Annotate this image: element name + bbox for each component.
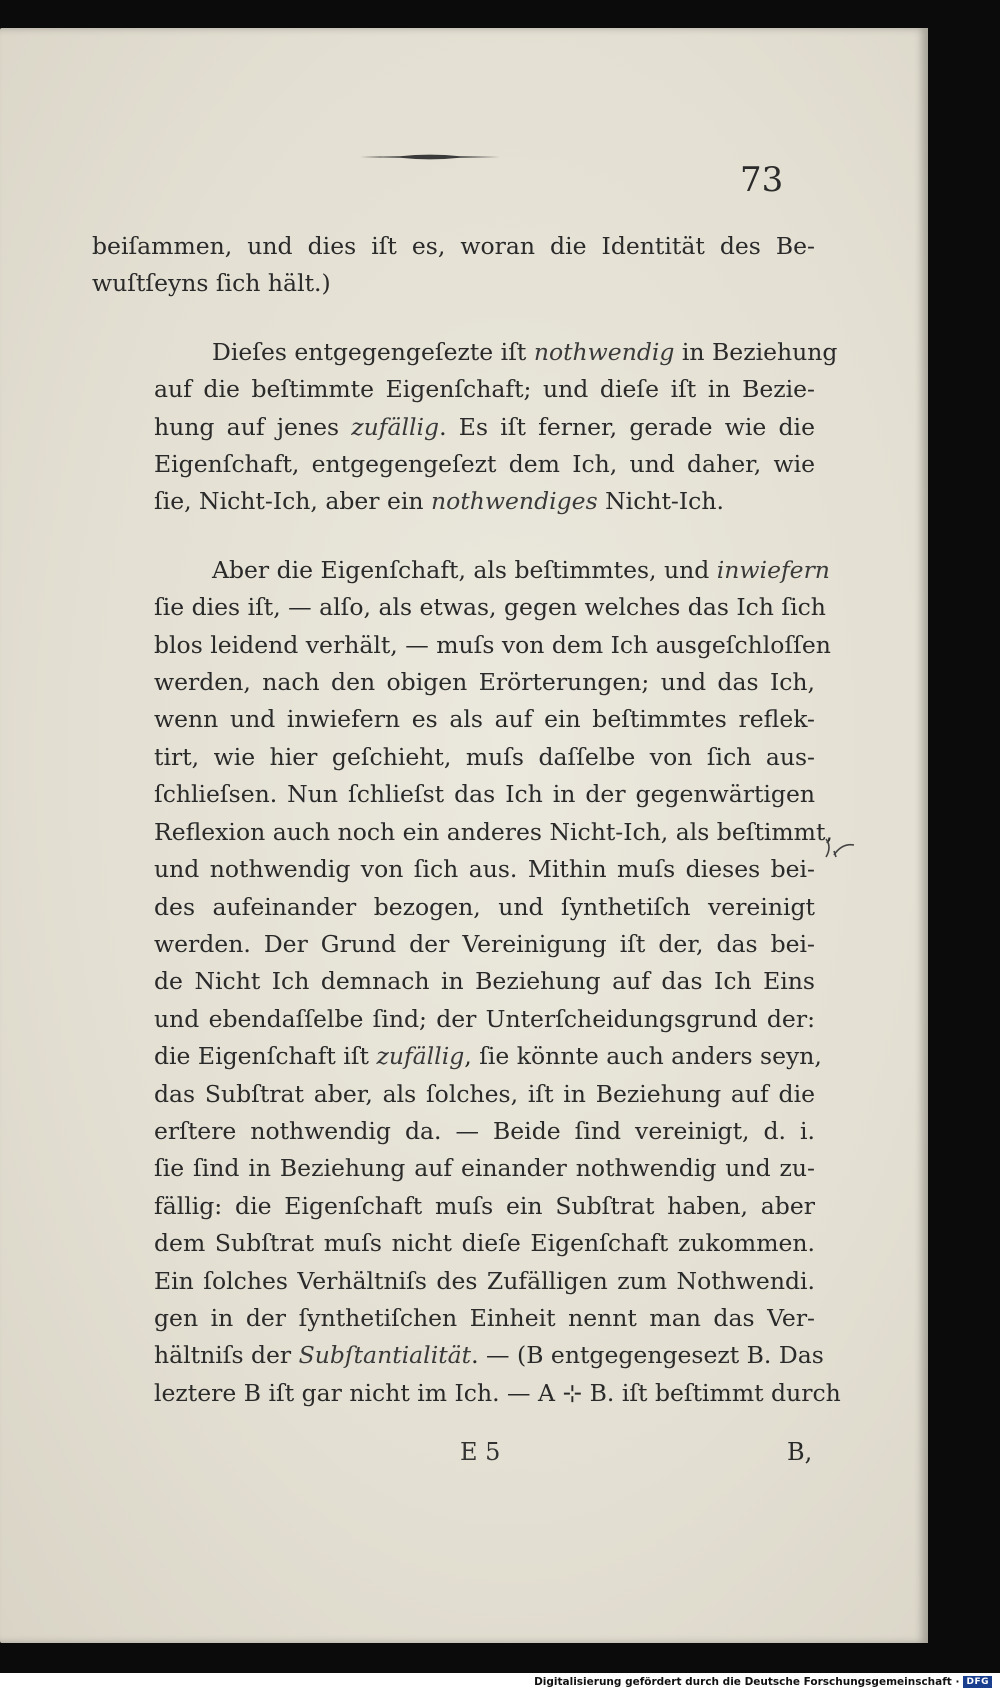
text-segment: leztere B iſt gar nicht im Ich. — A ⊹ B. iſt beſtimmt durch <box>154 1378 841 1407</box>
text-segment: blos leidend verhält, — muſs von dem Ich ausgeſchloſſen <box>154 630 831 659</box>
text-segment: erſtere nothwendig da. — Beide ſind vereinigt, d. i. <box>154 1116 815 1145</box>
text-segment: wuſtſeyns ſich hält.) <box>92 269 331 298</box>
text-segment: Reflexion auch noch ein anderes Nicht-Ich, als beſtimmt, <box>154 817 833 846</box>
text-segment: gen in der ſynthetiſchen Einheit nennt man das Ver- <box>154 1303 815 1332</box>
text-segment: das Subſtrat aber, als ſolches, iſt in Beziehung auf die <box>154 1079 815 1108</box>
page-number: 73 <box>740 160 784 200</box>
text-segment: hältniſs der <box>154 1341 299 1370</box>
text-segment: tirt, wie hier geſchieht, muſs daſſelbe von ſich aus- <box>154 742 815 771</box>
text-segment: wenn und inwiefern es als auf ein beſtimmtes reflek- <box>154 705 815 734</box>
text-line <box>92 664 815 701</box>
text-segment: ſchlieſsen. Nun ſchlieſst das Ich in der gegenwärtigen <box>154 780 815 809</box>
text-line <box>92 334 838 371</box>
credit-text: Digitalisierung gefördert durch die Deutsche Forschungsgemeinschaft · <box>534 1676 960 1688</box>
text-line <box>92 926 815 963</box>
text-line <box>92 1038 822 1075</box>
text-segment: Dieſes entgegengeſezte iſt <box>212 337 534 366</box>
emphasized-text: Subſtantialität <box>298 1341 472 1370</box>
text-line <box>92 1300 815 1337</box>
text-line <box>92 1263 815 1300</box>
text-segment: . — (B entgegengesezt B. Das <box>471 1341 824 1370</box>
text-line <box>92 446 815 483</box>
margin-annotation-icon <box>822 835 858 863</box>
emphasized-text: nothwendiges <box>431 487 598 516</box>
text-line <box>92 814 833 851</box>
text-segment: fällig: die Eigenſchaft muſs ein Subſtrat haben, aber <box>154 1191 815 1220</box>
text-line <box>92 1337 824 1374</box>
text-line <box>92 776 815 813</box>
text-segment: ſie, Nicht-Ich, aber ein <box>154 487 432 516</box>
decorative-rule-icon <box>360 152 500 162</box>
text-line <box>92 228 815 265</box>
text-segment: beiſammen, und dies iſt es, woran die Identität des Be- <box>92 232 815 260</box>
paragraph <box>92 552 841 1412</box>
text-segment: dem Subſtrat muſs nicht dieſe Eigenſchaft zukommen. <box>154 1229 815 1258</box>
text-segment: ſie dies iſt, — alſo, als etwas, gegen welches das Ich ſich <box>154 593 826 622</box>
text-segment: . Es iſt ferner, gerade wie die <box>439 412 815 441</box>
emphasized-text: nothwendig <box>533 337 675 366</box>
text-line <box>92 1113 815 1150</box>
text-line <box>92 739 815 776</box>
text-segment: des aufeinander bezogen, und ſynthetiſch vereinigt <box>154 892 815 921</box>
text-segment: auf die beſtimmte Eigenſchaft; und dieſe iſt in Bezie- <box>154 375 815 404</box>
text-line <box>92 1375 841 1412</box>
text-line <box>92 1225 815 1262</box>
text-line <box>92 1001 815 1038</box>
signature-mark: E 5 <box>460 1438 501 1466</box>
text-segment: Eigenſchaft, entgegengeſezt dem Ich, und daher, wie <box>154 450 815 479</box>
paragraph <box>92 334 838 521</box>
text-line <box>92 889 815 926</box>
emphasized-text: zufällig <box>351 412 440 441</box>
catchword: B, <box>787 1438 813 1466</box>
text-line <box>92 627 831 664</box>
text-segment: Ein ſolches Verhältniſs des Zufälligen zum Nothwendi. <box>154 1266 815 1295</box>
text-line <box>92 701 815 738</box>
text-segment: , ſie könnte auch anders seyn, <box>464 1042 822 1071</box>
text-segment: werden. Der Grund der Vereinigung iſt der, das bei- <box>154 929 815 958</box>
dfg-logo-icon: DFG <box>963 1676 992 1688</box>
text-line <box>92 483 815 520</box>
paragraph <box>92 228 815 303</box>
body-text <box>92 228 841 1412</box>
emphasized-text: zufällig <box>376 1042 465 1071</box>
text-line <box>92 851 815 888</box>
text-line <box>92 409 815 446</box>
text-segment: Aber die Eigenſchaft, als beſtimmtes, und <box>212 555 717 584</box>
text-segment: in Beziehung <box>674 337 838 366</box>
text-line <box>92 371 815 408</box>
text-segment: ſie ſind in Beziehung auf einander nothwendig und zu- <box>154 1154 815 1183</box>
text-line <box>92 1076 815 1113</box>
text-segment: und ebendaſſelbe ſind; der Unterſcheidungsgrund der: <box>154 1004 815 1033</box>
text-segment: die Eigenſchaft iſt <box>154 1042 377 1071</box>
text-segment: Nicht-Ich. <box>597 487 724 516</box>
text-segment: werden, nach den obigen Erörterungen; und das Ich, <box>154 668 815 697</box>
text-segment: und nothwendig von ſich aus. Mithin muſs dieses bei- <box>154 855 815 884</box>
text-segment: de Nicht Ich demnach in Beziehung auf das Ich Eins <box>154 967 815 996</box>
text-line <box>92 963 815 1000</box>
text-line <box>92 265 815 302</box>
text-line <box>92 1188 815 1225</box>
text-line <box>92 1150 815 1187</box>
emphasized-text: inwiefern <box>716 555 830 584</box>
text-segment: hung auf jenes <box>154 412 352 441</box>
credit-line <box>534 1676 992 1688</box>
text-line <box>92 589 826 626</box>
text-line <box>92 552 830 589</box>
